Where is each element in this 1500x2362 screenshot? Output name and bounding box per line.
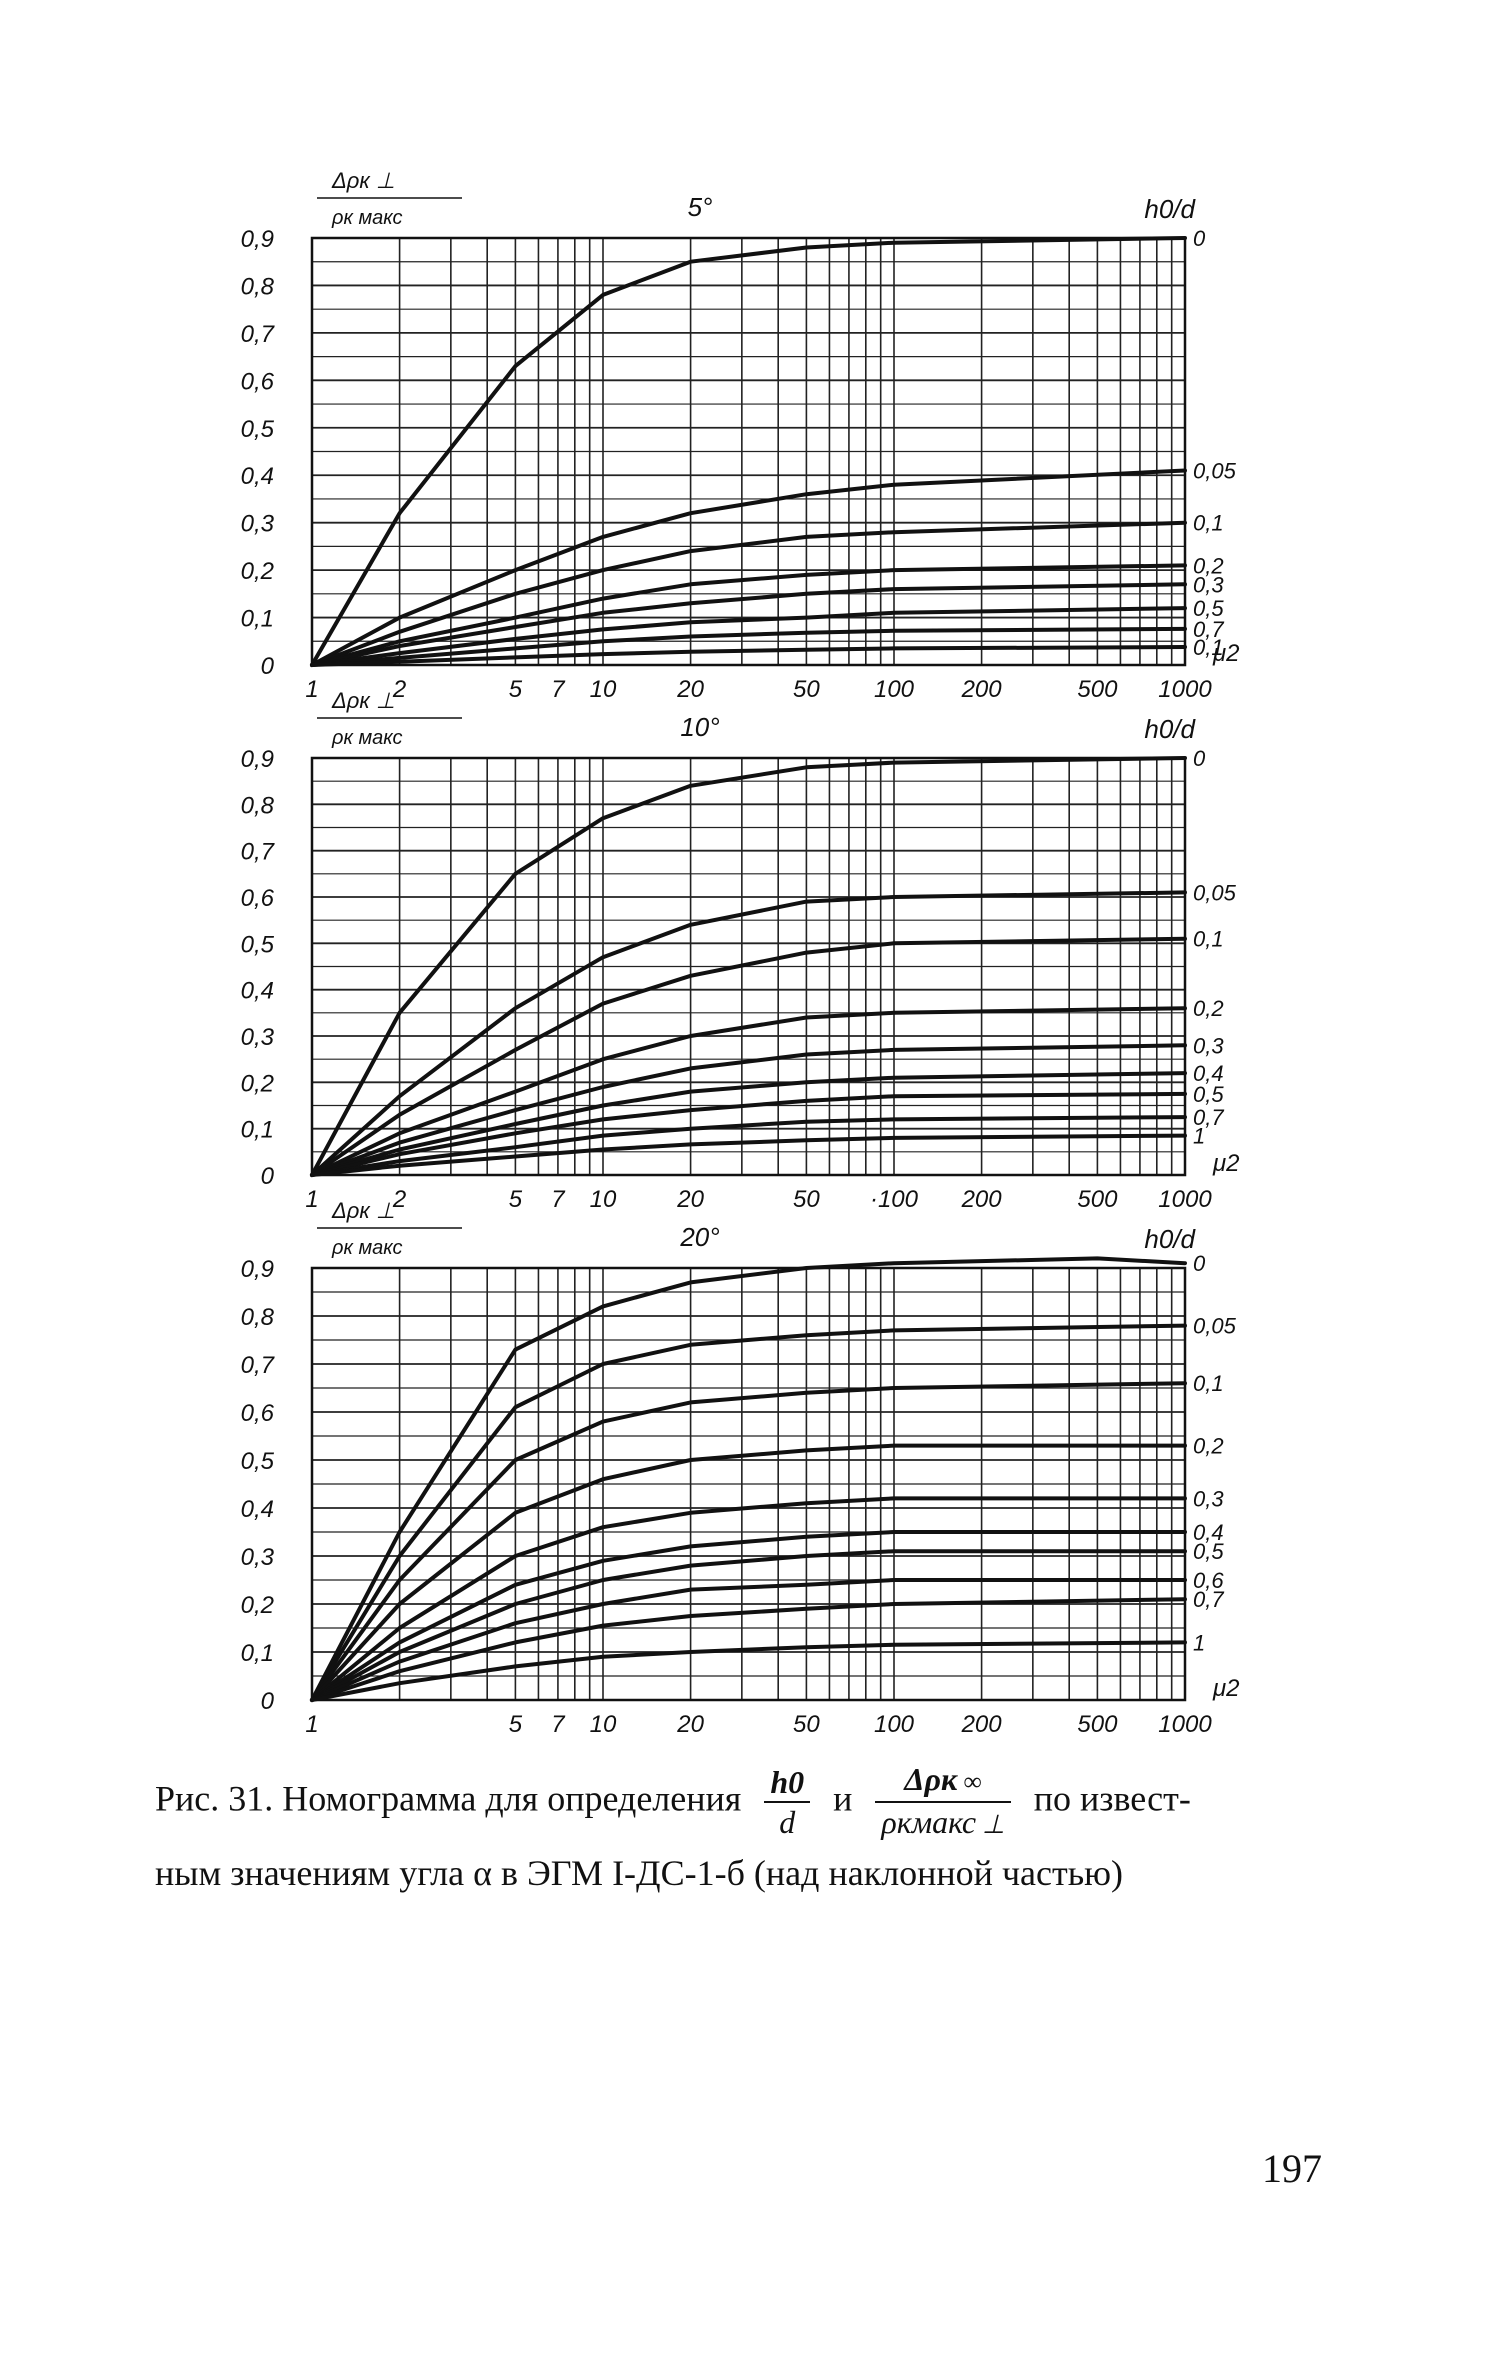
fraction-2-perp-symbol: ⊥ — [982, 1810, 1005, 1839]
series-label-1: 0,05 — [1193, 1313, 1236, 1339]
caption-fraction-h0-d — [764, 1763, 810, 1841]
y-tick-label: 0,1 — [240, 1116, 274, 1144]
fraction-2-superscript: ∞ — [963, 1767, 982, 1796]
caption-fraction-delta-rho — [875, 1760, 1010, 1844]
series-curve-5 — [312, 1532, 1185, 1700]
chart-panel-3 — [241, 1198, 1240, 1738]
y-tick-label: 0,8 — [240, 273, 274, 301]
mu-label: μ2 — [1213, 1675, 1240, 1702]
y-axis-label: Δρк ⊥ — [332, 1198, 396, 1223]
y-tick-label: 0,8 — [240, 792, 274, 820]
x-tick-label: 50 — [793, 676, 820, 703]
y-axis-label-denominator: ρк макс — [332, 207, 403, 229]
x-tick-label: 1 — [305, 676, 319, 703]
x-tick-label: 10 — [589, 1186, 617, 1213]
x-tick-label: 500 — [1077, 676, 1118, 703]
y-tick-label: 0,7 — [240, 320, 274, 348]
x-tick-label: 2 — [392, 676, 407, 703]
fraction-2-denominator-text: ρкмакс — [881, 1804, 977, 1840]
series-curve-1 — [312, 892, 1185, 1175]
y-tick-label: 0,5 — [240, 931, 274, 959]
series-label-8: 1 — [1193, 1123, 1206, 1149]
series-label-4: 0,3 — [1193, 572, 1224, 598]
x-tick-label: 5 — [508, 1711, 523, 1738]
series-label-5: 0,5 — [1193, 596, 1224, 622]
fraction-2-numerator — [875, 1760, 1010, 1803]
y-tick-label: 0,1 — [240, 605, 274, 633]
y-tick-label: 0,8 — [240, 1304, 274, 1331]
y-tick-label: 0,6 — [240, 885, 274, 912]
series-label-2: 0,1 — [1193, 926, 1224, 952]
y-axis-label: Δρк ⊥ — [332, 168, 396, 193]
series-label-2: 0,1 — [1193, 1371, 1224, 1397]
x-tick-label: 500 — [1077, 1186, 1118, 1213]
fraction-1-denominator: d — [779, 1804, 796, 1840]
y-tick-label: 0 — [260, 1688, 274, 1715]
y-tick-label: 0,2 — [240, 1592, 274, 1619]
caption-prefix: Рис. 31. Номограмма для определения — [155, 1778, 742, 1819]
y-axis-label-denominator: ρк макс — [332, 727, 403, 749]
x-tick-label: 1 — [305, 1711, 319, 1738]
series-label-4: 0,3 — [1193, 1033, 1224, 1059]
page-number: 197 — [1262, 2146, 1322, 2191]
series-label-3: 0,2 — [1193, 553, 1224, 579]
fraction-1-numerator: h0 — [764, 1763, 810, 1803]
y-tick-label: 0,9 — [240, 746, 274, 773]
series-label-4: 0,3 — [1193, 1486, 1224, 1512]
x-tick-label: 200 — [961, 1186, 1002, 1213]
x-tick-label: ·100 — [869, 1186, 919, 1213]
series-label-7: 0,1 — [1193, 634, 1224, 660]
y-tick-label: 0,3 — [240, 1544, 274, 1571]
y-tick-label: 0,4 — [240, 977, 274, 1005]
x-tick-label: 100 — [873, 676, 915, 703]
series-label-5: 0,4 — [1193, 1061, 1224, 1087]
x-tick-label: 1000 — [1158, 1711, 1212, 1738]
y-tick-label: 0 — [260, 1163, 274, 1190]
chart-panel-2 — [241, 688, 1240, 1213]
x-tick-label: 1000 — [1158, 1186, 1212, 1213]
x-tick-label: 2 — [392, 1186, 407, 1213]
x-tick-label: 200 — [961, 1711, 1002, 1738]
y-tick-label: 0,2 — [240, 558, 274, 586]
y-tick-label: 0,6 — [240, 1400, 274, 1427]
right-axis-label: h0/d — [1144, 194, 1195, 224]
x-tick-label: 7 — [551, 676, 565, 703]
y-tick-label: 0,4 — [240, 1496, 274, 1523]
y-tick-label: 0,7 — [240, 838, 274, 866]
y-tick-label: 0,4 — [240, 463, 274, 491]
mu-label: μ2 — [1213, 1150, 1240, 1177]
series-label-0: 0 — [1193, 226, 1206, 251]
chart-title: 20° — [680, 1222, 720, 1252]
y-tick-label: 0 — [260, 653, 274, 680]
x-tick-label: 5 — [508, 676, 523, 703]
series-label-2: 0,1 — [1193, 510, 1224, 536]
series-label-6: 0,5 — [1193, 1539, 1224, 1565]
series-label-9: 1 — [1193, 1630, 1206, 1656]
x-tick-label: 20 — [677, 1711, 704, 1738]
series-curve-7 — [312, 1580, 1185, 1700]
fraction-2-denominator — [875, 1803, 1010, 1844]
chart-title: 10° — [680, 712, 720, 742]
series-label-7: 0,6 — [1193, 1568, 1224, 1593]
x-tick-label: 1 — [305, 1186, 319, 1213]
x-tick-label: 10 — [589, 676, 617, 703]
chart-panel-1 — [241, 168, 1240, 703]
y-tick-label: 0,5 — [240, 1448, 274, 1475]
x-tick-label: 200 — [961, 676, 1002, 703]
x-tick-label: 7 — [551, 1711, 565, 1738]
y-tick-label: 0,1 — [240, 1640, 274, 1667]
caption-line2: ным значениям угла α в ЭГМ I-ДС-1-б (над наклонной частью) — [155, 1853, 1124, 1893]
y-tick-label: 0,2 — [240, 1070, 274, 1098]
x-tick-label: 500 — [1077, 1711, 1118, 1738]
x-tick-label: 50 — [793, 1711, 820, 1738]
x-tick-label: 5 — [508, 1186, 523, 1213]
x-tick-label: 100 — [873, 1711, 915, 1738]
series-curve-9 — [312, 1642, 1185, 1700]
y-tick-label: 0,5 — [240, 415, 274, 443]
y-axis-label: Δρк ⊥ — [332, 688, 396, 713]
y-tick-label: 0,7 — [240, 1352, 274, 1379]
x-tick-label: 10 — [589, 1711, 617, 1738]
mu-label: μ2 — [1213, 640, 1240, 667]
y-tick-label: 0,3 — [240, 510, 274, 538]
y-tick-label: 0,9 — [240, 226, 274, 253]
series-label-8: 0,7 — [1193, 1587, 1224, 1613]
x-tick-label: 50 — [793, 1186, 820, 1213]
caption-suffix-line1: по извест- — [1033, 1778, 1191, 1819]
chart-title: 5° — [687, 192, 713, 222]
x-tick-label: 20 — [677, 676, 704, 703]
right-axis-label: h0/d — [1144, 1224, 1195, 1254]
x-tick-label: 7 — [551, 1186, 565, 1213]
series-label-1: 0,05 — [1193, 880, 1236, 906]
series-label-0: 0 — [1193, 1251, 1206, 1277]
series-label-6: 0,7 — [1193, 616, 1224, 642]
series-label-1: 0,05 — [1193, 458, 1236, 484]
series-label-7: 0,7 — [1193, 1105, 1224, 1131]
series-label-3: 0,2 — [1193, 1433, 1224, 1459]
x-tick-label: 20 — [677, 1186, 704, 1213]
x-tick-label: 1000 — [1158, 676, 1212, 703]
figure-caption — [155, 1760, 1355, 1902]
fraction-2-numerator-text: Δρк — [904, 1761, 958, 1797]
right-axis-label: h0/d — [1144, 714, 1195, 744]
series-label-5: 0,4 — [1193, 1520, 1224, 1545]
y-axis-label-denominator: ρк макс — [332, 1237, 403, 1259]
series-label-6: 0,5 — [1193, 1081, 1224, 1107]
series-label-3: 0,2 — [1193, 996, 1224, 1022]
series-curve-4 — [312, 1498, 1185, 1700]
caption-conjunction: и — [833, 1778, 853, 1819]
y-tick-label: 0,9 — [240, 1256, 274, 1283]
series-label-0: 0 — [1193, 746, 1206, 771]
y-tick-label: 0,6 — [240, 368, 274, 396]
y-tick-label: 0,3 — [240, 1024, 274, 1051]
